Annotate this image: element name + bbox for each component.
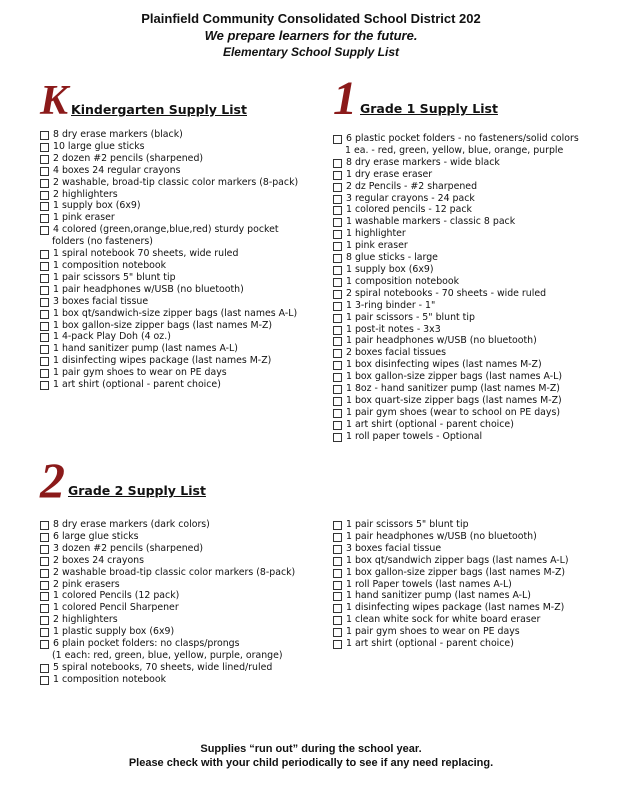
supply-item (333, 395, 579, 407)
checkbox-icon[interactable] (333, 135, 342, 144)
checkbox-icon[interactable] (40, 191, 49, 200)
supply-item (40, 650, 295, 662)
supply-item-label: 1 composition notebook (346, 275, 460, 287)
document-header (0, 10, 622, 60)
checkbox-icon[interactable] (333, 616, 342, 625)
supply-item (333, 519, 569, 531)
checkbox-icon[interactable] (333, 206, 342, 215)
supply-item (40, 674, 295, 686)
supply-item (333, 252, 579, 264)
supply-item-label: 1 pair gym shoes to wear on PE days (53, 367, 227, 379)
supply-item-label: 2 highlighters (53, 188, 118, 200)
supply-item-label: 1 roll paper towels - Optional (346, 430, 483, 442)
checkbox-icon[interactable] (333, 545, 342, 554)
checkbox-icon[interactable] (40, 179, 49, 188)
supply-item (40, 260, 298, 272)
supply-item-label: 1 disinfecting wipes package (last names M-Z) (346, 602, 565, 614)
supply-item (40, 355, 298, 367)
supply-item-label: 1 pair gym shoes (wear to school on PE days) (346, 406, 560, 418)
checkbox-icon[interactable] (40, 357, 49, 366)
checkbox-icon[interactable] (40, 557, 49, 566)
supply-item (333, 555, 569, 567)
checkbox-icon[interactable] (333, 218, 342, 227)
supply-item (40, 331, 298, 343)
checkbox-icon[interactable] (40, 676, 49, 685)
supply-item-label: 6 large glue sticks (53, 530, 139, 542)
checkbox-icon[interactable] (333, 326, 342, 335)
supply-item-label: 1 3-ring binder - 1" (346, 299, 436, 311)
checkbox-icon[interactable] (333, 361, 342, 370)
supply-item (40, 177, 298, 189)
supply-item (333, 157, 579, 169)
supply-item-label: 2 boxes 24 crayons (53, 554, 145, 566)
supply-item (40, 590, 295, 602)
grade2-list-left (40, 519, 295, 686)
supply-item-label: 1 colored Pencils (12 pack) (53, 590, 180, 602)
supply-item-label: 1 art shirt (optional - parent choice) (346, 418, 514, 430)
supply-item (333, 300, 579, 312)
supply-item (333, 579, 569, 591)
checkbox-icon[interactable] (333, 230, 342, 239)
document-title: Elementary School Supply List (222, 45, 400, 59)
grade2-heading (40, 452, 206, 508)
supply-item (333, 347, 579, 359)
checkbox-icon[interactable] (40, 628, 49, 637)
checkbox-icon[interactable] (40, 131, 49, 140)
district-tagline: We prepare learners for the future. (204, 28, 418, 43)
checkbox-icon[interactable] (333, 557, 342, 566)
supply-item (333, 204, 579, 216)
grade2-number: 2 (40, 452, 64, 508)
checkbox-icon[interactable] (333, 314, 342, 323)
checkbox-icon[interactable] (40, 322, 49, 331)
checkbox-icon[interactable] (40, 545, 49, 554)
supply-item-label: 1 pink eraser (53, 212, 115, 224)
supply-item-label: 1 pair headphones w/USB (no bluetooth) (346, 530, 537, 542)
supply-item-label: 2 washable broad-tip classic color markers (8-pack) (53, 566, 296, 578)
checkbox-icon[interactable] (40, 664, 49, 673)
supply-item-label: 6 plastic pocket folders - no fasteners/solid colors (346, 133, 579, 144)
supply-item (40, 543, 295, 555)
district-name: Plainfield Community Consolidated School District 202 (141, 11, 481, 26)
footer-line-1: Supplies “run out” during the school year. (200, 743, 422, 755)
checkbox-icon[interactable] (333, 569, 342, 578)
checkbox-icon[interactable] (333, 302, 342, 311)
supply-item (40, 579, 295, 591)
kindergarten-letter: K (40, 78, 68, 124)
supply-item-label: 6 plain pocket folders: no clasps/prongs (53, 638, 240, 650)
supply-item (40, 379, 298, 391)
supply-item-label: 1 pair scissors - 5" blunt tip (346, 311, 475, 323)
supply-item-label: 3 boxes facial tissue (53, 295, 149, 307)
supply-item-label: 8 dry erase markers (dark colors) (53, 519, 210, 530)
supply-item-label: 3 dozen #2 pencils (sharpened) (53, 542, 204, 554)
supply-item-label: 1 washable markers - classic 8 pack (346, 216, 516, 228)
supply-item (40, 248, 298, 260)
checkbox-icon[interactable] (40, 167, 49, 176)
supply-item-label: 1 art shirt (optional - parent choice) (53, 379, 221, 391)
checkbox-icon[interactable] (333, 254, 342, 263)
kindergarten-title: Kindergarten Supply List (71, 101, 247, 117)
supply-item (40, 662, 295, 674)
grade2-title: Grade 2 Supply List (68, 483, 206, 498)
grade1-number: 1 (333, 72, 356, 125)
grade1-list (333, 133, 579, 443)
supply-item (40, 343, 298, 355)
supply-item-label: 1 disinfecting wipes package (last names M-Z) (53, 355, 272, 367)
supply-item (40, 638, 295, 650)
supply-item (333, 638, 569, 650)
supply-item (333, 567, 569, 579)
checkbox-icon[interactable] (333, 385, 342, 394)
supply-item-label: 1 dry erase eraser (346, 168, 433, 180)
checkbox-icon[interactable] (333, 183, 342, 192)
checkbox-icon[interactable] (333, 628, 342, 637)
supply-item-label: 1 pair scissors 5" blunt tip (53, 271, 176, 283)
supply-item-label: 1 box qt/sandwich zipper bags (last names A-L) (346, 554, 569, 566)
checkbox-icon[interactable] (40, 202, 49, 211)
supply-item (333, 407, 579, 419)
checkbox-icon[interactable] (333, 195, 342, 204)
checkbox-icon[interactable] (333, 397, 342, 406)
supply-item (333, 216, 579, 228)
supply-item-label: 1 clean white sock for white board eraser (346, 614, 541, 626)
checkbox-icon[interactable] (333, 409, 342, 418)
supply-item (333, 614, 569, 626)
supply-item-label: 1 supply box (6x9) (346, 263, 434, 275)
supply-item-label: 1 colored Pencil Sharpener (53, 602, 179, 614)
supply-item (333, 324, 579, 336)
supply-item-label: 1 spiral notebook 70 sheets, wide ruled (53, 248, 239, 260)
supply-item-label: 1 box gallon-size zipper bags (last names M-Z) (346, 566, 566, 578)
checkbox-icon[interactable] (40, 569, 49, 578)
checkbox-icon[interactable] (40, 298, 49, 307)
supply-item (40, 531, 295, 543)
supply-item-label: 1 pair headphones w/USB (no bluetooth) (53, 283, 244, 295)
supply-item-label: 1 plastic supply box (6x9) (53, 626, 175, 638)
supply-item (40, 555, 295, 567)
supply-item (333, 276, 579, 288)
document-footer (0, 742, 622, 770)
supply-item-label: 2 pink erasers (53, 578, 120, 590)
grade1-title: Grade 1 Supply List (360, 101, 498, 117)
supply-item-label: 2 dz Pencils - #2 sharpened (346, 180, 478, 192)
supply-item (40, 141, 298, 153)
checkbox-icon[interactable] (333, 171, 342, 180)
supply-item (333, 626, 569, 638)
checkbox-icon[interactable] (40, 345, 49, 354)
supply-item (40, 320, 298, 332)
supply-item-label: 3 boxes facial tissue (346, 542, 442, 554)
checkbox-icon[interactable] (333, 349, 342, 358)
checkbox-icon[interactable] (40, 333, 49, 342)
checkbox-icon[interactable] (333, 533, 342, 542)
supply-item (333, 531, 569, 543)
supply-item (333, 371, 579, 383)
supply-item (40, 200, 298, 212)
checkbox-icon[interactable] (40, 310, 49, 319)
kindergarten-heading (40, 78, 247, 124)
supply-item (40, 567, 295, 579)
checkbox-icon[interactable] (40, 616, 49, 625)
supply-item (40, 614, 295, 626)
supply-item-label: 1 box disinfecting wipes (last names M-Z) (346, 359, 542, 371)
checkbox-icon[interactable] (333, 242, 342, 251)
supply-item (40, 602, 295, 614)
supply-item-label: 2 highlighters (53, 614, 118, 626)
supply-item (40, 165, 298, 177)
supply-item-label: 3 regular crayons - 24 pack (346, 192, 475, 204)
checkbox-icon[interactable] (333, 266, 342, 275)
supply-item-label: 1 4-pack Play Doh (4 oz.) (53, 331, 171, 343)
supply-item-label: 2 boxes facial tissues (346, 347, 447, 359)
supply-item (333, 145, 579, 157)
checkbox-icon[interactable] (40, 226, 49, 235)
supply-item (333, 264, 579, 276)
checkbox-icon[interactable] (40, 214, 49, 223)
supply-item-label: 1 pair headphones w/USB (no bluetooth) (346, 335, 537, 347)
supply-item-label: 8 dry erase markers (black) (53, 129, 183, 140)
checkbox-icon[interactable] (333, 581, 342, 590)
checkbox-icon[interactable] (40, 155, 49, 164)
supply-item (333, 335, 579, 347)
checkbox-icon[interactable] (40, 592, 49, 601)
supply-item-label: 1 highlighter (346, 228, 406, 240)
supply-item-label: 10 large glue sticks (53, 140, 145, 152)
supply-item (333, 383, 579, 395)
checkbox-icon[interactable] (40, 250, 49, 259)
supply-item (333, 240, 579, 252)
supply-item-label: 1 supply box (6x9) (53, 200, 141, 212)
supply-item-label: 2 spiral notebooks - 70 sheets - wide ruled (346, 287, 547, 299)
supply-item (333, 590, 569, 602)
checkbox-icon[interactable] (40, 286, 49, 295)
supply-item-label: 2 washable, broad-tip classic color markers (8-pack) (53, 176, 299, 188)
supply-item-label: 1 composition notebook (53, 673, 167, 685)
checkbox-icon[interactable] (333, 159, 342, 168)
supply-item (333, 133, 579, 145)
supply-item-label: 1 hand sanitizer pump (last names A-L) (346, 590, 531, 602)
supply-item-label: 1 post-it notes - 3x3 (346, 323, 441, 335)
checkbox-icon[interactable] (40, 381, 49, 390)
checkbox-icon[interactable] (333, 604, 342, 613)
grade2-list-right (333, 519, 569, 650)
checkbox-icon[interactable] (40, 143, 49, 152)
supply-item (40, 153, 298, 165)
checkbox-icon[interactable] (333, 521, 342, 530)
supply-item-label: 4 boxes 24 regular crayons (53, 164, 181, 176)
checkbox-icon[interactable] (40, 274, 49, 283)
checkbox-icon[interactable] (40, 604, 49, 613)
supply-item (333, 602, 569, 614)
supply-item-label: 1 colored pencils - 12 pack (346, 204, 472, 216)
supply-item (333, 543, 569, 555)
supply-item (40, 129, 298, 141)
supply-item (40, 236, 298, 248)
supply-item (333, 431, 579, 443)
supply-item-label: 1 art shirt (optional - parent choice) (346, 638, 514, 650)
supply-item-label: 8 dry erase markers - wide black (346, 156, 500, 168)
supply-item (333, 169, 579, 181)
supply-item (333, 228, 579, 240)
checkbox-icon[interactable] (40, 521, 49, 530)
checkbox-icon[interactable] (40, 581, 49, 590)
kindergarten-list (40, 129, 298, 391)
supply-item-label: 1 8oz - hand sanitizer pump (last names M-Z) (346, 383, 560, 395)
checkbox-icon[interactable] (333, 433, 342, 442)
footer-line-2: Please check with your child periodically to see if any need replacing. (128, 757, 494, 769)
supply-item (40, 367, 298, 379)
supply-item (333, 288, 579, 300)
supply-item-label: 1 box gallon-size zipper bags (last names M-Z) (53, 319, 273, 331)
checkbox-icon[interactable] (333, 373, 342, 382)
supply-item (40, 224, 298, 236)
supply-item (40, 189, 298, 201)
supply-item-label: 1 roll Paper towels (last names A-L) (346, 578, 512, 590)
supply-item (333, 359, 579, 371)
supply-item-label: 1 box qt/sandwich-size zipper bags (last names A-L) (53, 307, 298, 319)
supply-item-label: 4 colored (green,orange,blue,red) sturdy pocket (53, 224, 279, 236)
checkbox-icon[interactable] (333, 278, 342, 287)
supply-item (40, 296, 298, 308)
checkbox-icon[interactable] (40, 640, 49, 649)
supply-item-label: 1 box gallon-size zipper bags (last names A-L) (346, 371, 563, 383)
supply-item-label: 1 pink eraser (346, 240, 408, 252)
supply-item-label: folders (no fasteners) (52, 236, 153, 248)
supply-item (40, 519, 295, 531)
checkbox-icon[interactable] (40, 262, 49, 271)
supply-item-label: 1 composition notebook (53, 259, 167, 271)
supply-item-label: (1 each: red, green, blue, yellow, purple, orange) (52, 649, 283, 661)
supply-item (333, 193, 579, 205)
checkbox-icon[interactable] (333, 592, 342, 601)
supply-item (333, 419, 579, 431)
supply-item (40, 626, 295, 638)
checkbox-icon[interactable] (333, 421, 342, 430)
supply-item (40, 212, 298, 224)
supply-item (40, 272, 298, 284)
supply-item (40, 284, 298, 296)
supply-item-label: 1 box quart-size zipper bags (last names M-Z) (346, 394, 562, 406)
supply-item-label: 1 hand sanitizer pump (last names A-L) (53, 343, 238, 355)
supply-item-label: 1 pair gym shoes to wear on PE days (346, 626, 520, 638)
grade1-heading (333, 72, 498, 125)
checkbox-icon[interactable] (333, 337, 342, 346)
supply-item-label: 2 dozen #2 pencils (sharpened) (53, 152, 204, 164)
checkbox-icon[interactable] (333, 290, 342, 299)
supply-item-label: 8 glue sticks - large (346, 252, 438, 264)
supply-item (333, 181, 579, 193)
supply-item-label: 5 spiral notebooks, 70 sheets, wide lined/ruled (53, 661, 273, 673)
checkbox-icon[interactable] (333, 640, 342, 649)
checkbox-icon[interactable] (40, 533, 49, 542)
supply-item-label: 1 ea. - red, green, yellow, blue, orange, purple (345, 144, 564, 156)
checkbox-icon[interactable] (40, 369, 49, 378)
supply-item (333, 312, 579, 324)
supply-item-label: 1 pair scissors 5" blunt tip (346, 519, 469, 530)
supply-item (40, 308, 298, 320)
